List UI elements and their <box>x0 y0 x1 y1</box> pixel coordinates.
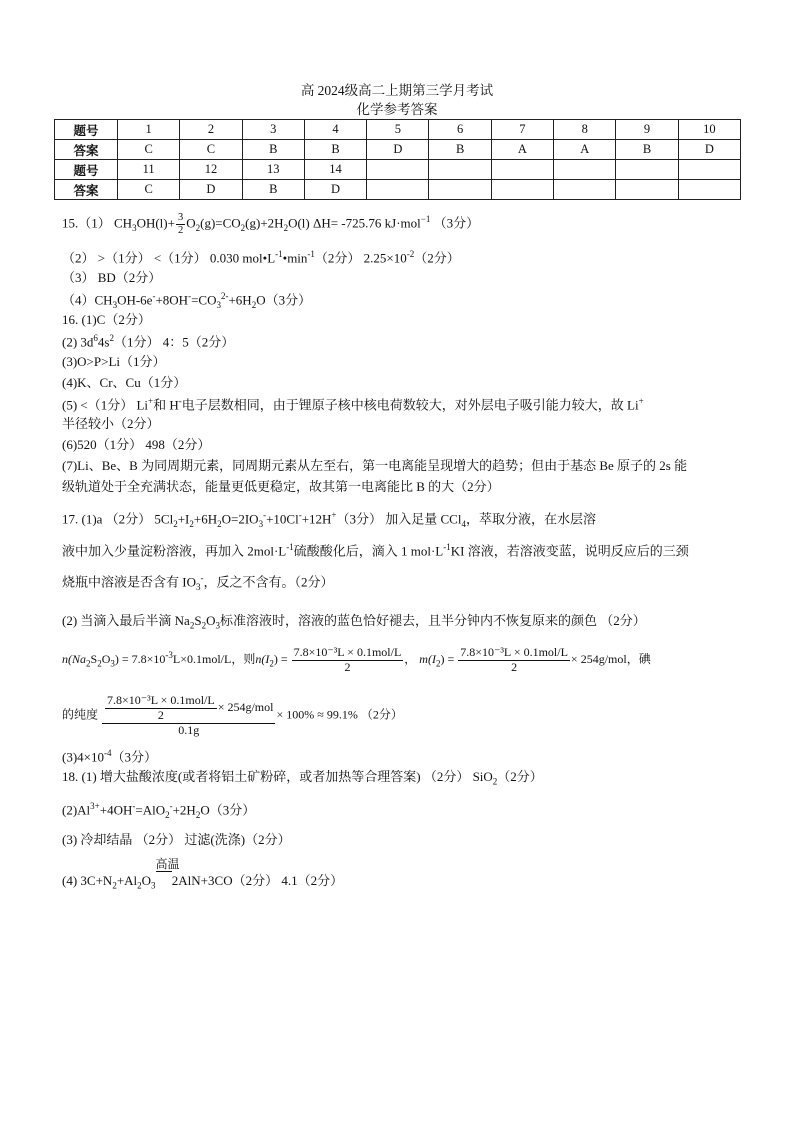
table-cell: 13 <box>242 160 304 180</box>
table-cell: B <box>304 140 366 160</box>
table-row <box>55 180 741 200</box>
table-cell: C <box>118 140 180 160</box>
q16-line9: 级轨道处于全充满状态，能量更低更稳定，故其第一电离能比 B 的大（2分） <box>62 479 500 494</box>
table-cell: 3 <box>242 120 304 140</box>
table-cell <box>491 160 553 180</box>
q16-line8: (7)Li、Be、B 为同周期元素，同周期元素从左至右，第一电离能呈现增大的趋势；但由于基态 Be 原子的 2s 能 <box>62 458 688 473</box>
row-label: 题号 <box>55 160 118 180</box>
q16-line6: 半径较小（2分） <box>62 416 160 431</box>
table-cell: 6 <box>429 120 491 140</box>
table-cell <box>429 160 491 180</box>
table-row <box>55 120 741 140</box>
table-cell: 14 <box>304 160 366 180</box>
q16-line2: (2) $3d^64s^2(1$分） 4：5（2分） <box>62 333 235 350</box>
q16-line3: (3)O>P>Li（1分） <box>62 354 166 369</box>
table-cell: C <box>180 140 242 160</box>
q17-line2: 液中加入少量淀粉溶液，再加入 $2mol\cdot L^{-1}$硫酸酸化后，滴入 1 $mol\cdot L^{-1}KI$ 溶液，若溶液变蓝，说明反应后的三颈 <box>62 542 689 559</box>
table-cell: 9 <box>616 120 678 140</box>
table-cell <box>554 180 616 200</box>
q18-line1: 18. (1) 增大盐酸浓度(或者将铝土矿粉碎，或者加热等合理答案) （2分） SiO$_2$（2分） <box>62 769 543 787</box>
q17-line1: 17. (1)a （2分） $5Cl_2+I_2+6H_2O=2IO_3^-+10Cl^-+12H^+(3$分） 加入足量 CCl$_4$，萃取分液，在水层溶 <box>62 510 596 529</box>
table-cell: D <box>367 140 429 160</box>
table-cell: 12 <box>180 160 242 180</box>
table-cell: 1 <box>118 120 180 140</box>
table-cell: B <box>616 140 678 160</box>
table-cell: D <box>678 140 740 160</box>
q17-line3: 烧瓶中溶液是否含有 $IO_3^-$，反之不含有。（2分） <box>62 573 334 592</box>
exam-title: 高 2024级高二上期第三学月考试 <box>300 83 494 98</box>
row-label: 答案 <box>55 140 118 160</box>
table-cell: 11 <box>118 160 180 180</box>
q17-line4: (2) 当滴入最后半滴 $Na_2S_2O_3$标准溶液时，溶液的蓝色恰好褪去，且半分钟内不恢复原来的颜色 （2分） <box>62 613 646 631</box>
q17-line7: $(3)4\times 10^{-4}(3$分） <box>62 748 158 765</box>
table-cell: A <box>491 140 553 160</box>
table-cell: 2 <box>180 120 242 140</box>
q18-line4: (4) $3C+N_2+Al_2O_3$ 高温 2AlN+3CO（2分） 4.1（2分） <box>62 857 344 891</box>
table-cell: 4 <box>304 120 366 140</box>
table-cell <box>367 180 429 200</box>
reaction-condition: 高温 <box>155 857 180 871</box>
table-cell <box>616 180 678 200</box>
q16-line1: 16. (1)C（2分） <box>62 312 151 327</box>
answer-table <box>54 119 741 200</box>
table-cell <box>491 180 553 200</box>
exam-subtitle: 化学参考答案 <box>356 102 438 117</box>
table-cell <box>429 180 491 200</box>
q15-part1: 15.（1） $CH_3OH(l)+$ $\frac{3}{2}$ $O_2(g)=CO_2(g)+2H_2O(l)$ ΔH= -725.76 kJ·mol$^{-1}$ （3分） <box>62 212 480 237</box>
q15-part3: （3） BD（2分） <box>62 270 162 285</box>
table-cell <box>678 180 740 200</box>
table-cell <box>678 160 740 180</box>
fraction: $\frac{3}{2}$ <box>177 212 184 237</box>
row-label: 题号 <box>55 120 118 140</box>
q17-line5: $n(Na_2S_2O_3) = 7.8\times 10^{-3}L\times 0.1mol/L$，则$n(I_2)$ = $\frac{\text{7.8×10⁻³L × 0.1mol/L}}{2}$ ， $m(I_2)$ = $\frac{\text{7.8×10⁻³L × 0.1mol/L}}{2}$ × 254g/mol，碘 <box>62 645 651 674</box>
table-cell: C <box>118 180 180 200</box>
table-cell <box>367 160 429 180</box>
table-cell <box>554 160 616 180</box>
table-cell: 5 <box>367 120 429 140</box>
q18-line3: (3) 冷却结晶 （2分） 过滤(洗涤)（2分） <box>62 832 291 847</box>
q16-line5: (5) <（1分） Li+和 H-电子层数相同，由于锂原子核中核电荷数较大，对外层电子吸引能力较大，故 Li+ <box>62 396 644 413</box>
table-cell: B <box>429 140 491 160</box>
table-row <box>55 160 741 180</box>
table-cell: B <box>242 180 304 200</box>
table-cell: B <box>242 140 304 160</box>
q16-line4: (4)K、Cr、Cu（1分） <box>62 375 187 390</box>
fraction: $\frac{\text{7.8×10⁻³L × 0.1mol/L}}{2}$ <box>293 645 402 674</box>
q16-line7: (6)520（1分） 498（2分） <box>62 437 211 452</box>
q15-part4: $(4)CH_3OH-6e^-+8OH^-=CO_3^{2-}+6H_2O(3$分） <box>62 291 312 310</box>
fraction: $\frac{\text{7.8×10⁻³L × 0.1mol/L}}{2}$ <box>460 645 568 674</box>
table-cell: D <box>180 180 242 200</box>
row-label: 答案 <box>55 180 118 200</box>
table-cell: D <box>304 180 366 200</box>
q15-part2: （2） >（1分） <（1分） 0.030 $mol•L^{-1}•\min^{-1}(2$分） $2.25\times 10^{-2}(2$分） <box>62 249 460 266</box>
table-cell: 8 <box>554 120 616 140</box>
q18-line2: $(2)Al^{3+}+4OH^-=AlO_2^-+2H_2O(3$分） <box>62 801 256 820</box>
table-cell: 7 <box>491 120 553 140</box>
q17-line6: 的纯度 $\frac{\text{7.8×10⁻³L × 0.1mol/L}}{2}$ × 254g/mol 0.1g × 100% ≈ 99.1% （2分） <box>62 693 403 737</box>
table-cell: 10 <box>678 120 740 140</box>
table-cell <box>616 160 678 180</box>
fraction: $\frac{\text{7.8×10⁻³L × 0.1mol/L}}{2}$ × 254g/mol 0.1g <box>102 694 275 737</box>
table-row <box>55 140 741 160</box>
table-cell: A <box>554 140 616 160</box>
